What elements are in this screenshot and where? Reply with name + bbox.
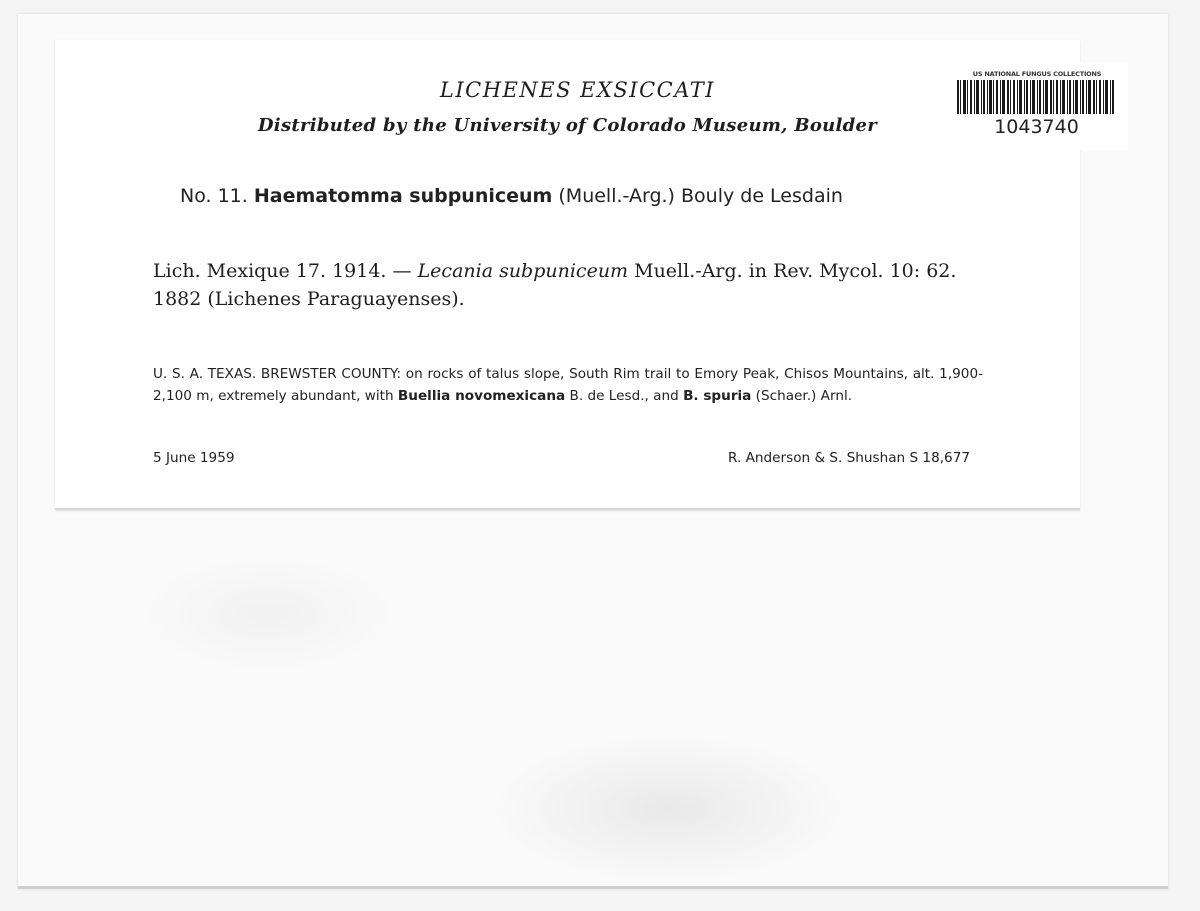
locality-part: B. de Lesd., and bbox=[565, 388, 684, 404]
barcode-caption: US NATIONAL FUNGUS COLLECTIONS bbox=[972, 70, 1102, 78]
locality-text bbox=[153, 363, 983, 407]
associated-species: B. spuria bbox=[683, 388, 752, 404]
species-line bbox=[180, 185, 843, 207]
citation-part: Lich. Mexique 17. 1914. — bbox=[153, 260, 418, 282]
species-authority: (Muell.-Arg.) Bouly de Lesdain bbox=[558, 185, 843, 207]
exsiccata-number: No. 11. bbox=[180, 185, 248, 207]
collector-number: R. Anderson & S. Shushan S 18,677 bbox=[728, 450, 970, 466]
species-name: Haematomma subpuniceum bbox=[253, 185, 553, 207]
barcode-number: 1043740 bbox=[994, 116, 1079, 138]
paper-stain bbox=[488, 734, 848, 884]
label-title: LICHENES EXSICCATI bbox=[439, 78, 716, 102]
collection-date: 5 June 1959 bbox=[153, 450, 235, 466]
paper-stain bbox=[138, 554, 398, 674]
citation-part: Muell.-Arg. in Rev. Mycol. 10: 62. 1882 (Lichenes Paraguayenses). bbox=[153, 260, 957, 310]
label-subtitle: Distributed by the University of Colorado Museum, Boulder bbox=[257, 115, 878, 136]
barcode-label bbox=[945, 62, 1128, 150]
barcode-icon bbox=[957, 80, 1115, 114]
exsiccati-label bbox=[55, 40, 1080, 510]
locality-part: (Schaer.) Arnl. bbox=[751, 388, 853, 404]
synonym-name: Lecania subpuniceum bbox=[417, 260, 629, 282]
citation-text bbox=[153, 257, 983, 313]
locality-part: U. S. A. TEXAS. BREWSTER COUNTY: on rocks of talus slope, South Rim trail to Emory Peak, Chisos Mountains, alt. 1,900-2,100 m, extremely abundant, with bbox=[153, 366, 983, 404]
associated-species: Buellia novomexicana bbox=[397, 388, 566, 404]
